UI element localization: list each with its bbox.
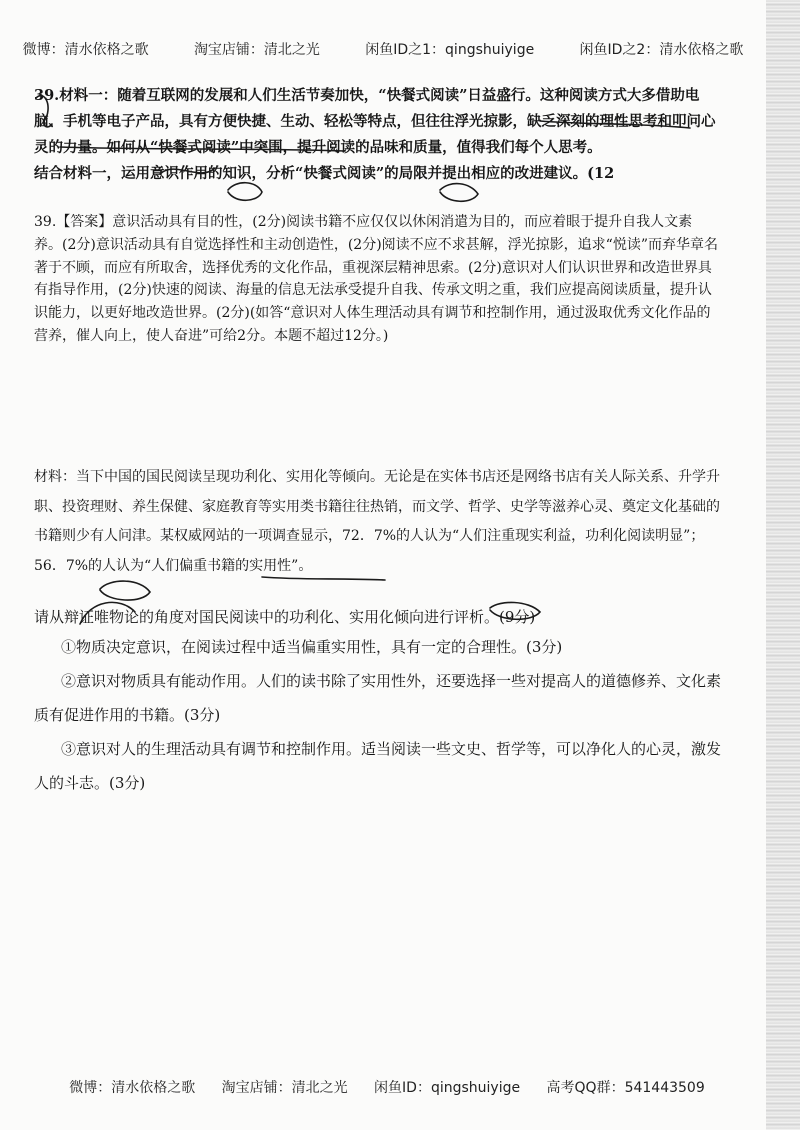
header-xianyu-1: 闲鱼ID之1：qingshuiyige — [365, 42, 535, 58]
question-39-material: 39.材料一：随着互联网的发展和人们生活节奏加快，“快餐式阅读”日益盛行。这种阅读方式大多借助电脑、手机等电子产品，具有方便快捷、生动、轻松等特点，但往往浮光掠影，缺乏深刻的理性思考和叩问心灵的力量。如何从“快餐式阅读”中突围，提升阅读的品味和质量，值得我们每个人思考。 — [34, 87, 716, 156]
scan-edge-noise — [766, 0, 800, 1130]
page-footer — [0, 1077, 766, 1097]
answer-points — [34, 630, 724, 800]
footer-qq: 高考QQ群：541443509 — [546, 1080, 705, 1096]
footer-taobao: 淘宝店铺：清北之光 — [221, 1080, 348, 1096]
header-xianyu-2: 闲鱼ID之2：清水依格之歌 — [579, 42, 744, 58]
material-2-text: 材料：当下中国的国民阅读呈现功利化、实用化等倾向。无论是在实体书店还是网络书店有关人际关系、升学升职、投资理财、养生保健、家庭教育等实用类书籍往往热销，而文学、哲学、史学等滋养心灵、奠定文化基础的书籍则少有人问津。某权威网站的一项调查显示，72．7%的人认为“人们注重现实利益，功利化阅读明显”；56．7%的人认为“人们偏重书籍的实用性”。 — [34, 469, 720, 574]
question-39-prompt: 结合材料一，运用意识作用的知识，分析“快餐式阅读”的局限并提出相应的改进建议。(12 — [34, 165, 615, 182]
question-2 — [34, 604, 724, 800]
pen-mark-circle-3 — [100, 581, 150, 600]
answer-point-3: ③意识对人的生理活动具有调节和控制作用。适当阅读一些文史、哲学等，可以净化人的心灵，激发人的斗志。(3分) — [34, 740, 722, 792]
question-39 — [34, 83, 724, 187]
header-weibo: 微博：清水依格之歌 — [22, 42, 149, 58]
page-header — [0, 39, 766, 59]
header-taobao: 淘宝店铺：清北之光 — [193, 42, 320, 58]
answer-point-2: ②意识对物质具有能动作用。人们的读书除了实用性外，还要选择一些对提高人的道德修养、文化素质有促进作用的书籍。(3分) — [34, 672, 722, 724]
answer-39-text: 39.【答案】意识活动具有目的性，(2分)阅读书籍不应仅仅以休闲消遣为目的，而应着眼于提升自我人文素养。(2分)意识活动具有自觉选择性和主动创造性，(2分)阅读不应不求甚解，浮光掠影，追求“悦读”而弃华章名著于不顾，而应有所取舍，选择优秀的文化作品，重视深层精神思索。(2分)意识对人们认识世界和改造世界具有指导作用，(2分)快速的阅读、海量的信息无法承受提升自我、传承文明之重，我们应提高阅读质量，提升认识能力，以更好地改造世界。(2分)(如答“意识对人体生理活动具有调节和控制作用，通过汲取优秀文化作品的营养，催人向上，使人奋进”可给2分。本题不超过12分。) — [34, 214, 718, 344]
footer-xianyu: 闲鱼ID：qingshuiyige — [374, 1080, 521, 1096]
material-2 — [34, 463, 724, 581]
answer-39 — [34, 211, 720, 348]
question-2-prompt: 请从辩证唯物论的角度对国民阅读中的功利化、实用化倾向进行评析。(9分) — [34, 608, 536, 626]
answer-point-1: ①物质决定意识，在阅读过程中适当偏重实用性，具有一定的合理性。(3分) — [61, 638, 563, 656]
footer-weibo: 微博：清水依格之歌 — [69, 1080, 196, 1096]
